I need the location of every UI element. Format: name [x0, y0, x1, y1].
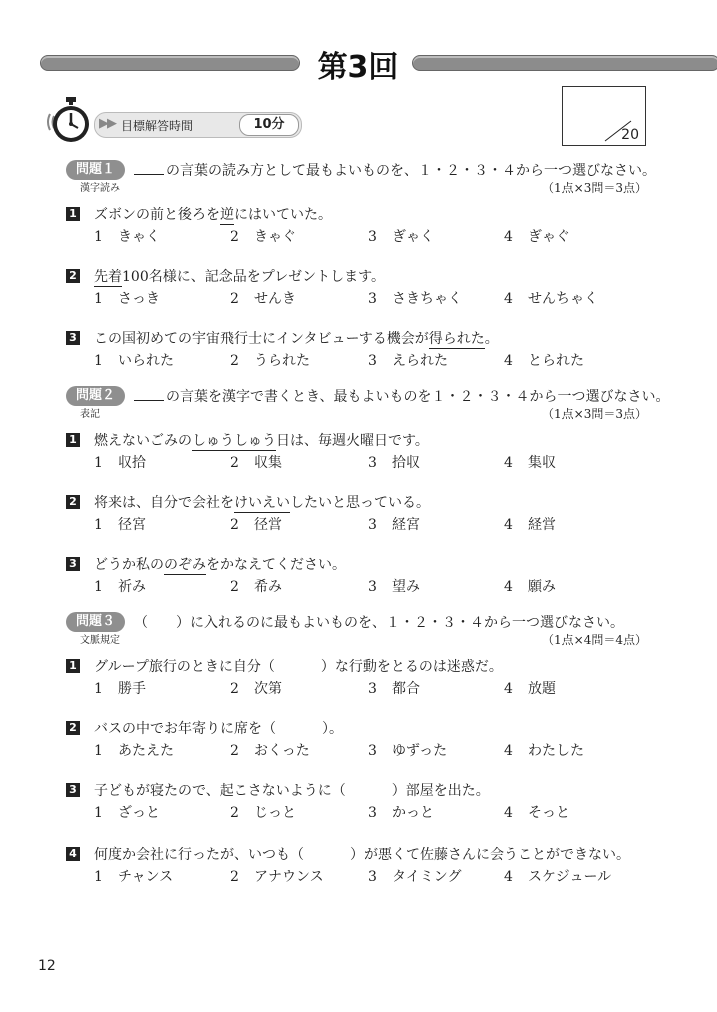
- question-text-post: 100名様に、記念品をプレゼントします。: [122, 269, 386, 285]
- section-header: [66, 386, 670, 421]
- option-text: アナウンス: [254, 869, 324, 885]
- option-number: 1: [94, 455, 103, 471]
- option-number: 4: [504, 229, 513, 245]
- title-rail-left: [40, 55, 300, 71]
- option-number: 2: [230, 743, 239, 759]
- question-text-pre: 何度か会社に行ったが、いつも（: [94, 847, 304, 863]
- answer-option[interactable]: [230, 740, 310, 760]
- question-text: [94, 718, 343, 738]
- section-points: （1点×4問＝4点）: [542, 633, 647, 647]
- option-number: 3: [368, 229, 377, 245]
- answer-option[interactable]: [230, 514, 282, 534]
- question-text: [94, 844, 630, 864]
- section-instruction: [134, 160, 656, 180]
- option-text: せんちゃく: [528, 291, 598, 307]
- answer-option[interactable]: [368, 678, 420, 698]
- question-section: [66, 612, 666, 885]
- score-box: [562, 86, 646, 146]
- option-number: 4: [504, 579, 513, 595]
- option-text: きゃぐ: [254, 229, 296, 245]
- answer-option[interactable]: [368, 866, 461, 886]
- section-points: （1点×3問＝3点）: [542, 181, 647, 195]
- section-category: 表記: [80, 409, 100, 420]
- option-number: 2: [230, 455, 239, 471]
- question-text-post: をかなえてください。: [206, 557, 346, 573]
- target-time-label: 目標解答時間: [121, 119, 194, 133]
- underlined-word: のぞみ: [164, 557, 206, 573]
- answer-option[interactable]: [368, 288, 462, 308]
- option-text: タイミング: [392, 869, 462, 885]
- option-number: 4: [504, 681, 513, 697]
- option-number: 1: [94, 869, 103, 885]
- answer-option[interactable]: [230, 226, 296, 246]
- score-total: 20: [621, 127, 639, 143]
- target-time-value: 10分: [239, 114, 299, 136]
- option-number: 3: [368, 517, 377, 533]
- section-badge: 問題３: [66, 612, 125, 632]
- answer-option[interactable]: [504, 740, 584, 760]
- answer-option[interactable]: [368, 452, 420, 472]
- option-number: 1: [94, 805, 103, 821]
- instruction-text: の言葉を漢字で書くとき、最もよいものを１・２・３・４から一つ選びなさい。: [166, 389, 670, 405]
- option-number: 4: [504, 805, 513, 821]
- option-number: 1: [94, 681, 103, 697]
- answer-option[interactable]: [504, 452, 556, 472]
- answer-option[interactable]: [368, 350, 448, 370]
- option-text: 径宮: [118, 517, 146, 533]
- option-text: さっき: [118, 291, 160, 307]
- answer-option[interactable]: [504, 350, 584, 370]
- option-text: ゆずった: [392, 743, 448, 759]
- section-points: （1点×3問＝3点）: [542, 407, 647, 421]
- answer-option[interactable]: [94, 350, 174, 370]
- option-text: きゃく: [118, 229, 160, 245]
- question-number: 1: [66, 207, 80, 221]
- option-text: 経宮: [392, 517, 420, 533]
- answer-option[interactable]: [94, 678, 146, 698]
- option-text: そっと: [528, 805, 570, 821]
- option-text: 希み: [254, 579, 282, 595]
- question-number: 1: [66, 659, 80, 673]
- question-text-pre: この国初めての宇宙飛行士にインタビューする機会が: [94, 331, 429, 347]
- question-text: [94, 780, 490, 800]
- answer-option[interactable]: [368, 802, 434, 822]
- option-text: せんき: [254, 291, 296, 307]
- question-number: 4: [66, 847, 80, 861]
- option-number: 1: [94, 229, 103, 245]
- section-instruction: [134, 386, 669, 406]
- option-number: 3: [368, 869, 377, 885]
- option-text: ざっと: [118, 805, 160, 821]
- option-text: さきちゃく: [392, 291, 462, 307]
- option-text: 勝手: [118, 681, 146, 697]
- section-header: [66, 612, 666, 647]
- answer-option[interactable]: [504, 288, 598, 308]
- option-number: 2: [230, 805, 239, 821]
- answer-option[interactable]: [230, 576, 282, 596]
- question-text-post: 日は、毎週火曜日です。: [276, 433, 429, 449]
- option-number: 3: [368, 743, 377, 759]
- underlined-word: けいえい: [234, 495, 290, 511]
- option-number: 1: [94, 517, 103, 533]
- option-text: ぎゃぐ: [528, 229, 570, 245]
- question-number: 2: [66, 721, 80, 735]
- question-number: 3: [66, 783, 80, 797]
- answer-option[interactable]: [368, 226, 434, 246]
- option-text: スケジュール: [528, 869, 612, 885]
- question-text-post: ）が悪くて佐藤さんに会うことができない。: [350, 847, 630, 863]
- option-number: 3: [368, 291, 377, 307]
- question-text: [94, 266, 385, 286]
- question-text-pre: バスの中でお年寄りに席を（: [94, 721, 276, 737]
- title-bar: [40, 48, 717, 85]
- underlined-word: 逆: [220, 207, 234, 223]
- option-number: 1: [94, 353, 103, 369]
- answer-option[interactable]: [504, 514, 556, 534]
- blank-underline: [134, 162, 164, 175]
- question-text-pre: 子どもが寝たので、起こさないように（: [94, 783, 346, 799]
- page-number: 12: [38, 958, 56, 974]
- question-text: [94, 328, 499, 348]
- question-section: [66, 160, 666, 369]
- underlined-word: 先着: [94, 269, 122, 285]
- underlined-word: 得られた: [428, 331, 485, 347]
- option-text: 集収: [528, 455, 556, 471]
- answer-option[interactable]: [230, 802, 296, 822]
- answer-option[interactable]: [94, 514, 146, 534]
- underlined-word: しゅうしゅう: [192, 433, 276, 449]
- option-number: 2: [230, 579, 239, 595]
- option-text: あたえた: [118, 743, 174, 759]
- question-number: 2: [66, 495, 80, 509]
- question-text-post: したいと思っている。: [290, 495, 430, 511]
- option-number: 3: [368, 805, 377, 821]
- option-number: 2: [230, 681, 239, 697]
- option-text: チャンス: [118, 869, 174, 885]
- question-text-pre: ズボンの前と後ろを: [94, 207, 220, 223]
- section-badge: 問題１: [66, 160, 125, 180]
- option-text: 都合: [392, 681, 420, 697]
- answer-option[interactable]: [368, 740, 447, 760]
- option-text: 収拾: [118, 455, 146, 471]
- answer-option[interactable]: [94, 226, 160, 246]
- option-number: 2: [230, 517, 239, 533]
- question-text-post: ）な行動をとるのは迷惑だ。: [320, 659, 503, 675]
- option-number: 3: [368, 455, 377, 471]
- option-text: 祈み: [118, 579, 146, 595]
- question-number: 3: [66, 557, 80, 571]
- option-text: いられた: [118, 353, 174, 369]
- option-number: 3: [368, 579, 377, 595]
- section-category: 漢字読み: [80, 183, 120, 194]
- answer-option[interactable]: [504, 226, 570, 246]
- question-text: [94, 554, 346, 574]
- section-header: [66, 160, 666, 195]
- answer-option[interactable]: [504, 802, 570, 822]
- question-section: [66, 386, 670, 595]
- answer-option[interactable]: [368, 576, 420, 596]
- instruction-text: の言葉の読み方として最もよいものを、１・２・３・４から一つ選びなさい。: [166, 163, 656, 179]
- answer-option[interactable]: [230, 288, 296, 308]
- answer-option[interactable]: [94, 288, 160, 308]
- answer-option[interactable]: [368, 514, 420, 534]
- question-text-pre: 将来は、自分で会社を: [94, 495, 234, 511]
- option-number: 1: [94, 579, 103, 595]
- option-text: ぎゃく: [392, 229, 434, 245]
- option-number: 1: [94, 291, 103, 307]
- answer-option[interactable]: [504, 866, 611, 886]
- instruction-text: （ ）に入れるのに最もよいものを、１・２・３・４から一つ選びなさい。: [134, 615, 624, 631]
- option-number: 4: [504, 517, 513, 533]
- question-number: 2: [66, 269, 80, 283]
- target-time-pill: [94, 112, 302, 138]
- target-time: [44, 96, 284, 146]
- page-title: 第3回: [317, 50, 399, 85]
- option-text: 経営: [528, 517, 556, 533]
- option-number: 2: [230, 291, 239, 307]
- option-text: かっと: [392, 805, 434, 821]
- option-number: 4: [504, 455, 513, 471]
- question-text: [94, 656, 503, 676]
- option-number: 1: [94, 743, 103, 759]
- question-text: [94, 204, 332, 224]
- question-text-post: 。: [484, 331, 499, 347]
- option-text: えられた: [392, 353, 448, 369]
- option-number: 4: [504, 291, 513, 307]
- option-text: じっと: [254, 805, 296, 821]
- option-text: 放題: [528, 681, 556, 697]
- option-text: 次第: [254, 681, 282, 697]
- question-text-post: ）部屋を出た。: [391, 783, 490, 799]
- answer-option[interactable]: [94, 740, 174, 760]
- question-text: [94, 430, 429, 450]
- option-text: 収集: [254, 455, 282, 471]
- option-text: 径営: [254, 517, 282, 533]
- stopwatch-icon: [44, 96, 98, 146]
- question-text-pre: グループ旅行のときに自分（: [94, 659, 275, 675]
- option-number: 3: [368, 353, 377, 369]
- answer-option[interactable]: [94, 866, 173, 886]
- question-number: 3: [66, 331, 80, 345]
- section-category: 文脈規定: [80, 635, 120, 646]
- answer-option[interactable]: [230, 678, 282, 698]
- arrow-icon: ▶▶: [99, 116, 115, 131]
- question-text: [94, 492, 430, 512]
- blank-underline: [134, 388, 164, 401]
- question-text-post: にはいていた。: [234, 207, 332, 223]
- option-text: 望み: [392, 579, 420, 595]
- answer-option[interactable]: [504, 576, 556, 596]
- question-number: 1: [66, 433, 80, 447]
- answer-option[interactable]: [230, 350, 310, 370]
- option-text: わたした: [528, 743, 584, 759]
- question-text-pre: どうか私の: [94, 557, 164, 573]
- answer-option[interactable]: [230, 866, 324, 886]
- option-number: 2: [230, 869, 239, 885]
- answer-option[interactable]: [504, 678, 556, 698]
- question-text-pre: 燃えないごみの: [94, 433, 192, 449]
- answer-option[interactable]: [94, 452, 146, 472]
- answer-option[interactable]: [230, 452, 282, 472]
- section-badge: 問題２: [66, 386, 125, 406]
- option-number: 4: [504, 869, 513, 885]
- option-text: 拾収: [392, 455, 420, 471]
- section-instruction: [134, 612, 624, 632]
- answer-option[interactable]: [94, 802, 160, 822]
- answer-option[interactable]: [94, 576, 146, 596]
- option-text: おくった: [254, 743, 310, 759]
- question-text-post: ）。: [322, 721, 343, 737]
- option-number: 3: [368, 681, 377, 697]
- option-text: 願み: [528, 579, 556, 595]
- option-number: 4: [504, 743, 513, 759]
- option-text: うられた: [254, 353, 310, 369]
- option-number: 2: [230, 229, 239, 245]
- option-text: とられた: [528, 353, 584, 369]
- option-number: 4: [504, 353, 513, 369]
- title-rail-right: [412, 55, 717, 71]
- option-number: 2: [230, 353, 239, 369]
